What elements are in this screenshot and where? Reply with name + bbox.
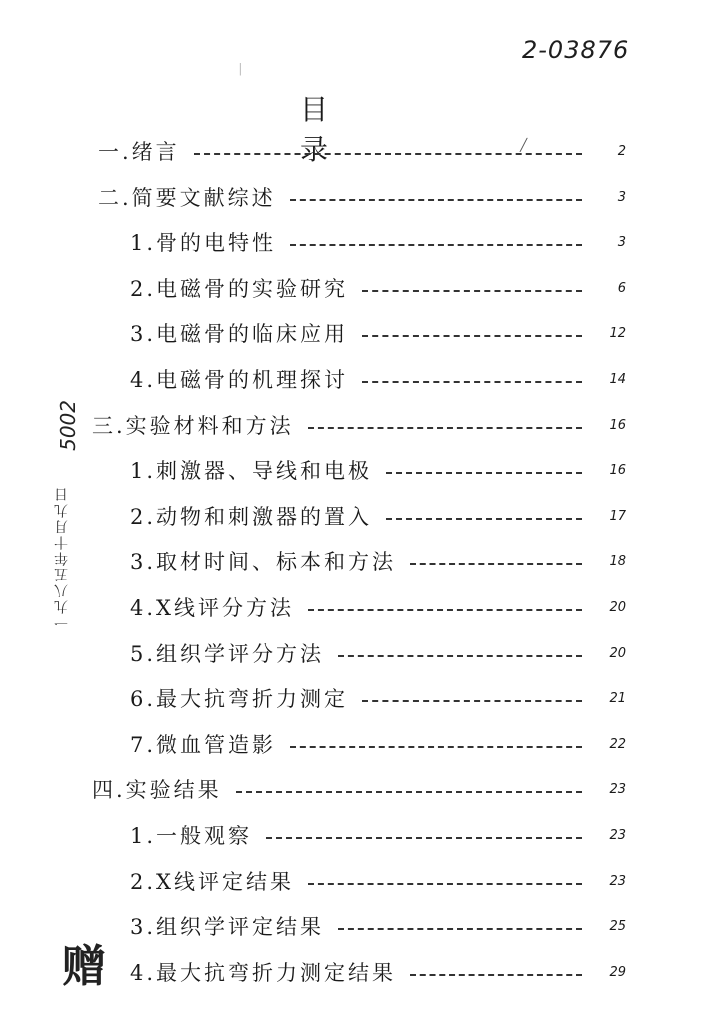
toc-page-number: 21 <box>609 690 626 706</box>
toc-dot-leader <box>338 928 582 930</box>
toc-entry-label: 三.实验材料和方法 <box>92 414 294 438</box>
toc-entry <box>130 911 626 941</box>
toc-entry-label: 2.电磁骨的实验研究 <box>130 277 349 301</box>
toc-entry <box>130 683 626 713</box>
stamp-character: 赠 <box>62 941 106 992</box>
toc-page-number: 20 <box>609 645 626 661</box>
toc-entry-label: 1.一般观察 <box>130 824 253 848</box>
toc-entry <box>130 592 626 622</box>
side-date-note: 一九八五年十月九日 <box>54 486 70 630</box>
toc-entry-label: 3.取材时间、标本和方法 <box>130 550 397 574</box>
toc-entry <box>98 136 626 166</box>
toc-entry <box>130 318 626 348</box>
toc-page-number: 12 <box>609 325 626 341</box>
toc-dot-leader <box>290 199 582 201</box>
toc-entry <box>98 182 626 212</box>
toc-page-number: 6 <box>617 280 626 296</box>
toc-entry <box>130 455 626 485</box>
page-title: 目录 <box>300 93 387 166</box>
toc-entry-label: 6.最大抗弯折力测定 <box>130 687 349 711</box>
toc-page-number: 3 <box>617 189 626 205</box>
toc-entry-label: 7.微血管造影 <box>130 733 277 757</box>
toc-page-number: 23 <box>609 827 626 843</box>
toc-entry <box>130 729 626 759</box>
toc-page-number: 25 <box>609 918 626 934</box>
toc-entry <box>92 410 626 440</box>
toc-dot-leader <box>362 335 582 337</box>
toc-dot-leader <box>290 746 582 748</box>
toc-page-number: 22 <box>609 736 626 752</box>
toc-page-number: 16 <box>609 417 626 433</box>
toc-dot-leader <box>290 244 582 246</box>
toc-page-number: 3 <box>617 234 626 250</box>
side-code: 5002 <box>56 400 80 451</box>
toc-entry <box>130 273 626 303</box>
toc-entry <box>130 364 626 394</box>
toc-dot-leader <box>308 609 582 611</box>
toc-entry-label: 四.实验结果 <box>92 778 222 802</box>
toc-page-number: 23 <box>609 781 626 797</box>
toc-page-number: 16 <box>609 462 626 478</box>
toc-dot-leader <box>308 883 582 885</box>
toc-page-number: 2 <box>617 143 626 159</box>
toc-page-number: 18 <box>609 553 626 569</box>
margin-scribble: ╱ <box>520 138 528 152</box>
toc-dot-leader <box>386 518 582 520</box>
toc-entry-label: 2.动物和刺激器的置入 <box>130 505 373 529</box>
toc-entry-label: 4.最大抗弯折力测定结果 <box>130 961 397 985</box>
toc-entry <box>130 227 626 257</box>
toc-entry <box>130 501 626 531</box>
toc-dot-leader <box>362 700 582 702</box>
toc-page-number: 23 <box>609 873 626 889</box>
toc-entry-label: 一.绪言 <box>98 140 180 164</box>
toc-dot-leader <box>236 791 582 793</box>
toc-page-number: 14 <box>609 371 626 387</box>
toc-entry <box>130 957 626 987</box>
toc-page-number: 20 <box>609 599 626 615</box>
toc-entry-label: 4.电磁骨的机理探讨 <box>130 368 349 392</box>
toc-entry-label: 2.X线评定结果 <box>130 870 294 894</box>
toc-dot-leader <box>338 655 582 657</box>
toc-entry-label: 3.组织学评定结果 <box>130 915 325 939</box>
toc-entry-label: 1.刺激器、导线和电极 <box>130 459 373 483</box>
toc-entry-label: 1.骨的电特性 <box>130 231 277 255</box>
toc-entry <box>130 866 626 896</box>
toc-entry <box>130 546 626 576</box>
document-id: 2-03876 <box>522 36 630 64</box>
toc-dot-leader <box>386 472 582 474</box>
toc-dot-leader <box>266 837 582 839</box>
toc-page-number: 29 <box>609 964 626 980</box>
toc-dot-leader <box>308 427 582 429</box>
toc-dot-leader <box>410 563 582 565</box>
toc-entry-label: 3.电磁骨的临床应用 <box>130 322 349 346</box>
toc-dot-leader <box>362 381 582 383</box>
stray-pen-mark: ᛁ <box>236 62 245 78</box>
toc-entry-label: 二.简要文献综述 <box>98 186 276 210</box>
toc-page-number: 17 <box>609 508 626 524</box>
toc-dot-leader <box>410 974 582 976</box>
toc-entry <box>130 820 626 850</box>
toc-entry-label: 5.组织学评分方法 <box>130 642 325 666</box>
toc-dot-leader <box>362 290 582 292</box>
toc-dot-leader <box>194 153 582 155</box>
toc-entry <box>130 638 626 668</box>
toc-entry <box>92 774 626 804</box>
toc-entry-label: 4.X线评分方法 <box>130 596 294 620</box>
